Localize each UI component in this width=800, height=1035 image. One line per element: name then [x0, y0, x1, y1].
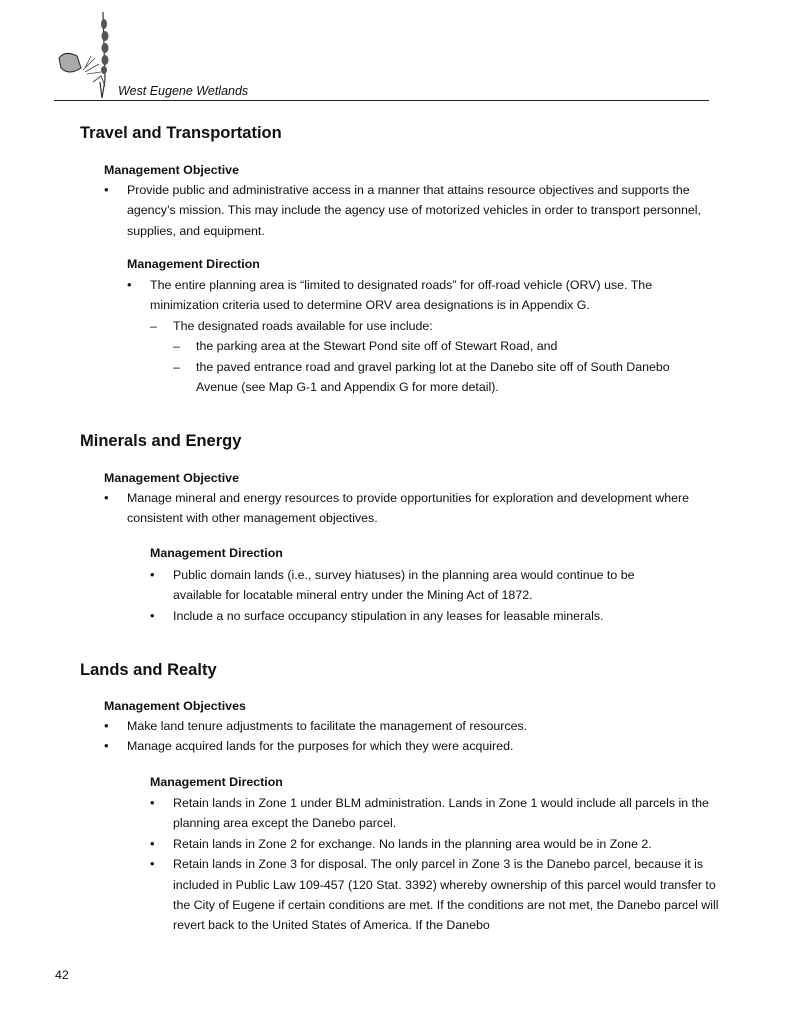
- section-heading: Minerals and Energy: [80, 432, 242, 450]
- objective-item: • Manage mineral and energy resources to provide opportunities for exploration and development where consistent with other management objectives.: [104, 488, 704, 529]
- sub-item: [150, 316, 712, 398]
- direction-item: • Include a no surface occupancy stipulation in any leases for leasable minerals.: [150, 606, 680, 626]
- objective-label: Management Objective: [104, 471, 239, 485]
- direction-item: • Retain lands in Zone 3 for disposal. The only parcel in Zone 3 is the Danebo parcel, because it is included in Public Law 109-457 (120 Stat. 3392) whereby ownership of this parcel would transfer to the City of Eugene if certain conditions are met. If the conditions are not met, the Danebo parcel will revert back to the United States of America. If the Danebo: [150, 854, 720, 936]
- section-heading: Travel and Transportation: [80, 124, 282, 142]
- running-header-title: West Eugene Wetlands: [118, 84, 249, 98]
- objective-item: • Provide public and administrative access in a manner that attains resource objectives and supports the agency’s mission. This may include the agency use of motorized vehicles in order to transport personnel, supplies, and equipment.: [104, 180, 714, 241]
- objective-item: • Make land tenure adjustments to facilitate the management of resources.: [104, 716, 714, 736]
- direction-item: • Retain lands in Zone 1 under BLM administration. Lands in Zone 1 would include all parcels in the planning area except the Danebo parcel.: [150, 793, 720, 834]
- direction-label: Management Direction: [150, 775, 283, 789]
- direction-label: Management Direction: [127, 257, 260, 271]
- direction-text: The entire planning area is “limited to designated roads” for off-road vehicle (ORV) use. The minimization criteria used to determine ORV area designations is in Appendix G.: [150, 278, 653, 313]
- section-heading: Lands and Realty: [80, 661, 217, 679]
- page-number: 42: [55, 968, 69, 982]
- objective-item: • Manage acquired lands for the purposes for which they were acquired.: [104, 736, 714, 756]
- sub-item-text: The designated roads available for use include:: [173, 318, 433, 333]
- sub-sub-item: – the paved entrance road and gravel parking lot at the Danebo site off of South Danebo Avenue (see Map G-1 and Appendix G for more detail).: [173, 357, 712, 398]
- direction-label: Management Direction: [150, 546, 283, 560]
- objective-label: Management Objective: [104, 163, 239, 177]
- direction-item: • Retain lands in Zone 2 for exchange. No lands in the planning area would be in Zone 2.: [150, 834, 720, 854]
- wetlands-logo-icon: [55, 10, 125, 100]
- sub-sub-item: – the parking area at the Stewart Pond site off of Stewart Road, and: [173, 336, 712, 356]
- header-divider: [54, 100, 709, 101]
- direction-item: [127, 275, 712, 397]
- direction-item: • Public domain lands (i.e., survey hiatuses) in the planning area would continue to be available for locatable mineral entry under the Mining Act of 1872.: [150, 565, 680, 606]
- objective-label: Management Objectives: [104, 699, 246, 713]
